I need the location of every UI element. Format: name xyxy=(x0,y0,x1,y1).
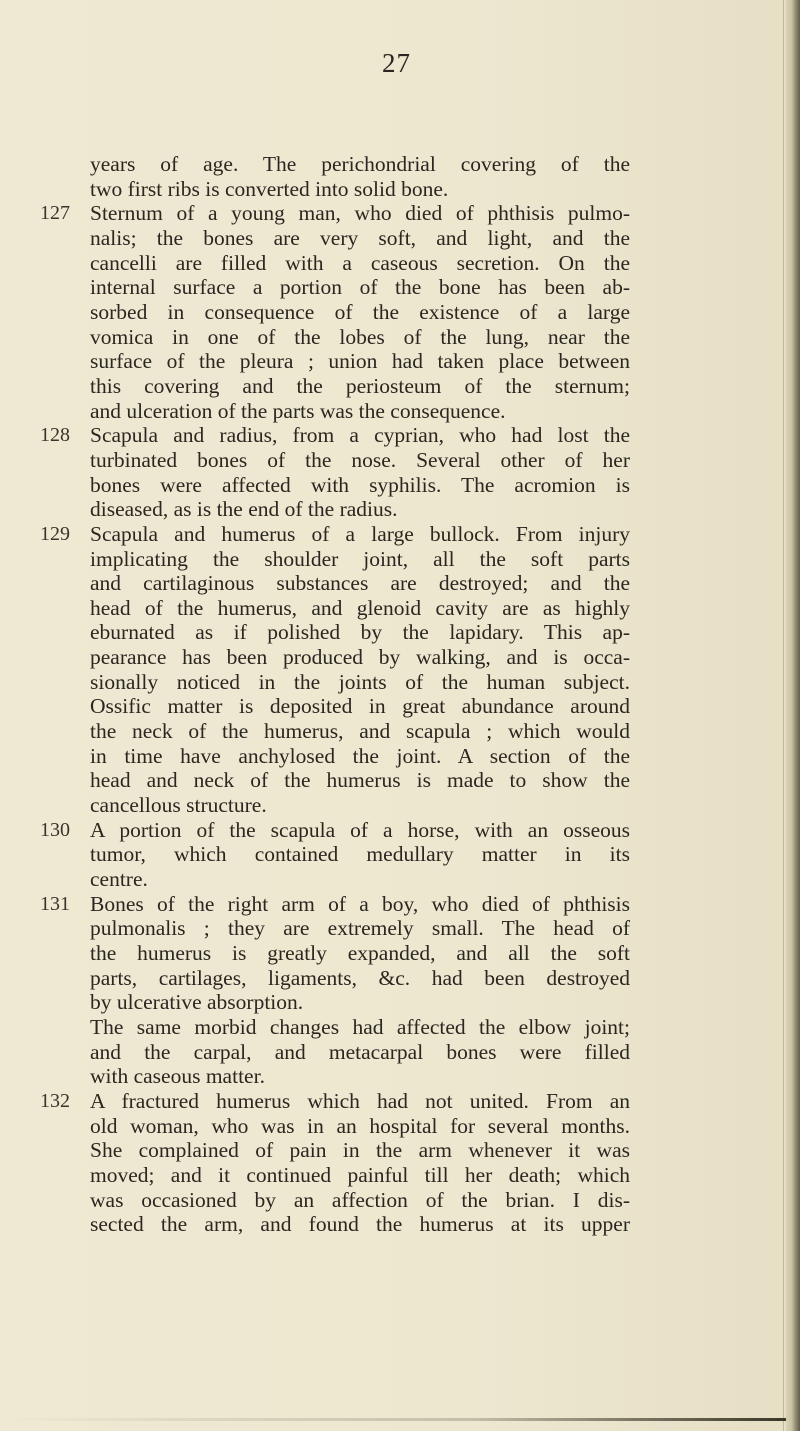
text-line: and ulceration of the parts was the consequence. xyxy=(90,398,506,423)
page-body-text xyxy=(40,152,630,1237)
entry-number: 132 xyxy=(40,1089,70,1112)
page-edge-shadow xyxy=(786,0,800,1431)
text-line: A fractured humerus which had not united. From an xyxy=(90,1088,630,1113)
page-gutter-line xyxy=(783,0,784,1431)
entry-number: 130 xyxy=(40,818,70,841)
text-line: sionally noticed in the joints of the human subject. xyxy=(90,669,630,694)
text-line: this covering and the periosteum of the sternum; xyxy=(90,373,630,398)
text-line: nalis; the bones are very soft, and light, and the xyxy=(90,225,630,250)
text-line: eburnated as if polished by the lapidary. This ap- xyxy=(90,620,630,645)
entry-number: 128 xyxy=(40,424,70,447)
text-line: in time have anchylosed the joint. A section of the xyxy=(90,743,630,768)
text-line: two first ribs is converted into solid bone. xyxy=(90,176,449,201)
text-line: was occasioned by an affection of the brian. I dis- xyxy=(90,1187,630,1212)
text-line: vomica in one of the lobes of the lung, near the xyxy=(90,324,630,349)
text-line: surface of the pleura ; union had taken place between xyxy=(90,349,630,374)
text-line: sorbed in consequence of the existence of a large xyxy=(90,299,630,324)
text-line: head and neck of the humerus is made to show the xyxy=(90,768,630,793)
text-line: internal surface a portion of the bone has been ab- xyxy=(90,275,630,300)
entry-131 xyxy=(40,892,630,1089)
page-bottom-edge xyxy=(0,1418,786,1421)
text-line: sected the arm, and found the humerus at its upper xyxy=(90,1212,630,1237)
text-line: pearance has been produced by walking, and is occa- xyxy=(90,645,630,670)
text-line: A portion of the scapula of a horse, with an osseous xyxy=(90,817,630,842)
text-line: the humerus is greatly expanded, and all the soft xyxy=(90,941,630,965)
text-line: head of the humerus, and glenoid cavity are as highly xyxy=(90,595,630,620)
entry-127 xyxy=(40,201,630,423)
text-line: centre. xyxy=(90,867,148,892)
entry-number: 127 xyxy=(40,202,70,225)
text-line: cancelli are filled with a caseous secretion. On the xyxy=(90,250,630,275)
entry-number: 131 xyxy=(40,892,70,915)
entry-132 xyxy=(40,1089,630,1237)
text-line: old woman, who was in an hospital for several months. xyxy=(90,1113,630,1138)
text-line: Scapula and radius, from a cyprian, who had lost the xyxy=(90,423,630,448)
text-line: Bones of the right arm of a boy, who died of phthisis xyxy=(90,891,630,916)
entry-continuation xyxy=(40,152,630,201)
text-line: and the carpal, and metacarpal bones were filled xyxy=(90,1039,630,1064)
text-line: by ulcerative absorption. xyxy=(90,990,304,1015)
text-line: years of age. The perichondrial covering of the xyxy=(90,152,630,176)
text-line: turbinated bones of the nose. Several other of her xyxy=(90,447,630,472)
text-line: Ossific matter is deposited in great abundance around xyxy=(90,694,630,719)
entry-number: 129 xyxy=(40,522,70,545)
text-line: tumor, which contained medullary matter in its xyxy=(90,842,630,867)
text-line: and cartilaginous substances are destroyed; and the xyxy=(90,571,630,596)
text-line: the neck of the humerus, and scapula ; which would xyxy=(90,719,630,744)
entry-130 xyxy=(40,818,630,892)
text-line: Sternum of a young man, who died of phthisis pulmo- xyxy=(90,201,630,226)
entry-129 xyxy=(40,522,630,818)
text-line: The same morbid changes had affected the elbow joint; xyxy=(90,1014,630,1039)
page-number: 27 xyxy=(382,48,411,78)
text-line: with caseous matter. xyxy=(90,1064,265,1089)
text-line: parts, cartilages, ligaments, &c. had been destroyed xyxy=(90,965,630,990)
text-line: diseased, as is the end of the radius. xyxy=(90,497,398,522)
text-line: moved; and it continued painful till her death; which xyxy=(90,1162,630,1187)
text-line: Scapula and humerus of a large bullock. From injury xyxy=(90,521,630,546)
text-line: implicating the shoulder joint, all the soft parts xyxy=(90,546,630,571)
entry-128 xyxy=(40,423,630,522)
text-line: pulmonalis ; they are extremely small. The head of xyxy=(90,916,630,941)
text-line: bones were affected with syphilis. The acromion is xyxy=(90,472,630,497)
text-line: cancellous structure. xyxy=(90,793,267,818)
text-line: She complained of pain in the arm whenever it was xyxy=(90,1138,630,1163)
